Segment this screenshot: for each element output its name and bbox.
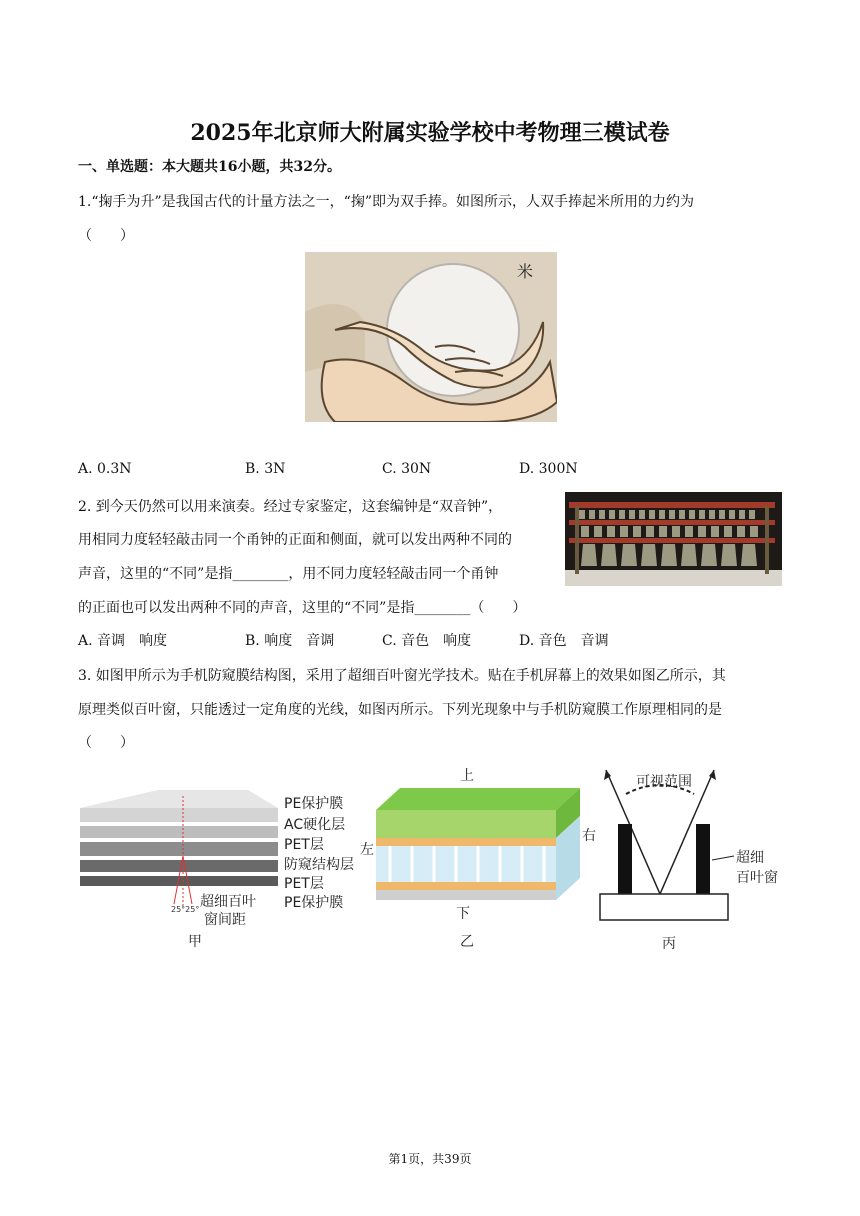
q3-figure-yi (360, 762, 600, 952)
layer-label-pe-top: PE保护膜 (284, 796, 344, 812)
page-title: 2025年北京师大附属实验学校中考物理三模试卷 (190, 120, 670, 146)
q1-option-b: B. 3N (245, 461, 286, 477)
figure-yi-caption: 乙 (460, 934, 474, 950)
q3-text-line-2: 原理类似百叶窗，只能透过一定角度的光线，如图丙所示。下列光现象中与手机防窥膜工作原理相同的是 (78, 702, 722, 718)
louver-label-1: 超细 (736, 850, 764, 866)
layer-label-ac: AC硬化层 (284, 817, 346, 833)
top-beam (569, 502, 775, 508)
section-heading: 一、单选题：本大题共16小题，共32分。 (78, 159, 341, 175)
layer-label-pet-bottom: PET层 (284, 876, 324, 892)
q1-option-a: A. 0.3N (78, 461, 132, 477)
label-top: 上 (460, 768, 474, 784)
film-layers (80, 790, 278, 886)
q1-hands-rice-image (305, 252, 557, 422)
louver-left (618, 824, 632, 894)
green-top-face (376, 788, 580, 810)
rice-label: 米 (517, 262, 534, 281)
q2-option-d: D. 音色 音调 (519, 633, 609, 649)
q3-text-line-1: 3. 如图甲所示为手机防窥膜结构图，采用了超细百叶窗光学技术。贴在手机屏幕上的效果如图乙所示，其 (78, 668, 726, 684)
q2-option-a: A. 音调 响度 (78, 633, 168, 649)
view-range-label: 可视范围 (636, 774, 692, 790)
q2-text-line-2: 用相同力度轻轻敲击同一个甬钟的正面和侧面，就可以发出两种不同的 (78, 532, 512, 548)
louver-right (696, 824, 710, 894)
q2-text-line-3: 声音，这里的“不同”是指________，用不同力度轻轻敲击同一个甬钟 (78, 566, 499, 582)
louver-label-2: 百叶窗 (736, 870, 778, 886)
q2-text-line-1: 2. 到今天仍然可以用来演奏。经过专家鉴定，这套编钟是“双音钟”， (78, 499, 503, 515)
angle-label: 25°25° (171, 905, 200, 914)
screen-bottom (376, 890, 556, 900)
q1-option-d: D. 300N (519, 461, 578, 477)
label-left: 左 (360, 842, 374, 858)
q1-option-c: C. 30N (382, 461, 432, 477)
layer-label-pe-bottom: PE保护膜 (284, 895, 344, 911)
q3-text-line-3: （ ） (78, 735, 134, 751)
layer-label-pet-top: PET层 (284, 837, 324, 853)
q2-bianzhong-image (565, 492, 782, 586)
q2-option-b: B. 响度 音调 (245, 633, 335, 649)
layer-label-privacy: 防窥结构层 (284, 857, 354, 873)
q2-option-c: C. 音色 响度 (382, 633, 472, 649)
q3-figure-jia (78, 786, 368, 950)
label-bottom: 下 (456, 906, 470, 922)
page-footer: 第1页，共39页 (388, 1152, 472, 1166)
q3-figure-bing (596, 764, 792, 952)
spacing-label-2: 窗间距 (204, 912, 246, 928)
figure-bing-caption: 丙 (662, 936, 676, 952)
screen-box (600, 894, 728, 920)
label-right: 右 (582, 828, 596, 844)
q2-text-line-4: 的正面也可以发出两种不同的声音，这里的“不同”是指________（ ） (78, 600, 527, 616)
figure-jia-caption: 甲 (188, 934, 202, 950)
louver-layer (376, 846, 556, 882)
spacing-label-1: 超细百叶 (200, 894, 256, 910)
q1-text-line-1: 1.“掬手为升”是我国古代的计量方法之一，“掬”即为双手捧。如图所示，人双手捧起米所用的力约为 (78, 194, 694, 210)
q1-text-line-2: （ ） (78, 228, 134, 244)
